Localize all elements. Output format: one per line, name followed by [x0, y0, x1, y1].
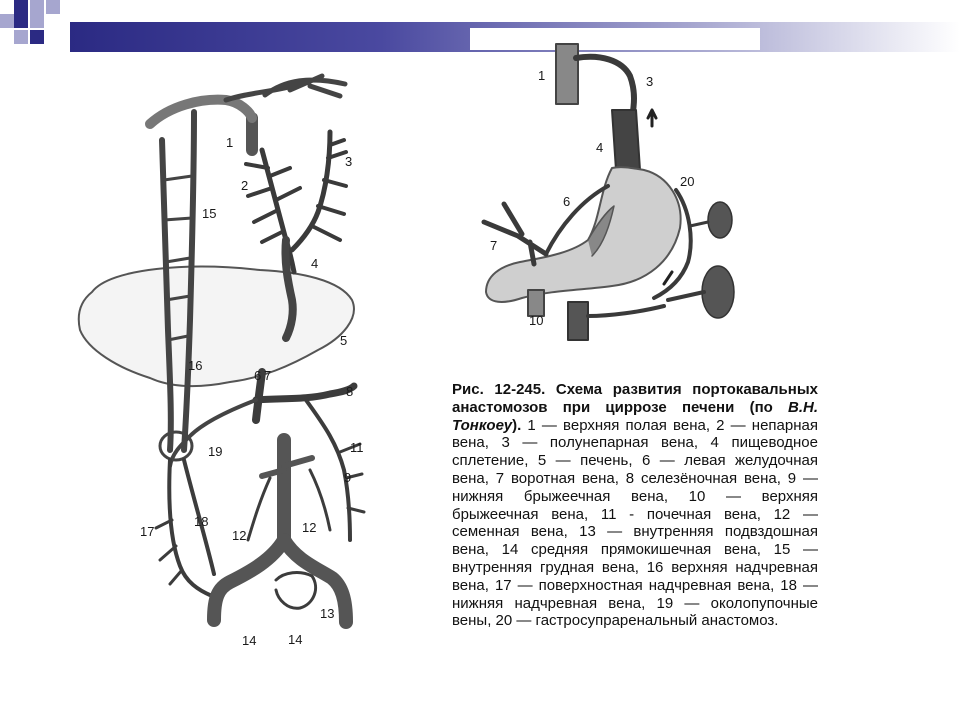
left-common-iliac [214, 540, 284, 620]
left-vein-diagram [79, 76, 364, 622]
label: 16 [188, 358, 203, 373]
label: 19 [208, 444, 223, 459]
label: 5 [340, 333, 348, 348]
arrow-up-icon [648, 110, 656, 126]
label: 1 [538, 68, 546, 83]
label: 7 [490, 238, 498, 253]
portal-vein-right [484, 204, 546, 264]
caption-source-suffix: ). [512, 416, 522, 434]
label: 2 [241, 178, 249, 193]
caption-title: Рис. 12-245. Схема развития портокавальных анастомозов при циррозе печени [452, 381, 818, 416]
arrow-left-icon [664, 272, 672, 284]
label: 13 [320, 606, 335, 621]
right-stomach-diagram [484, 44, 734, 340]
label: 11 [350, 440, 364, 455]
caption-body: 1 — верхняя полая вена, 2 — непарная вена, 3 — полунепарная вена, 4 пищеводное сплетение, 5 — печень, 6 — левая желудочная вена, 7 воротная вена, 8 селезёночная вена, 9 — нижняя брыжеечная вена, 10 — верхняя брыжеечная вена, 11 - почечная вена, 12 — семенная вена, 13 — внутренняя подвздошная вена, 14 средняя прямокишечная вена, 15 — внутренняя грудная вена, 16 верхняя надчревная вена, 17 — поверхностная надчревная вена, 18 — нижняя надчревная вена, 19 — околопупочные вены, 20 — гастросупраренальный анастомоз. [452, 416, 818, 630]
kidney [702, 266, 734, 318]
label: 8 [346, 384, 354, 399]
label: 20 [680, 174, 695, 189]
label: 4 [596, 140, 604, 155]
azygos-arch [576, 57, 634, 118]
inferior-cylinder [568, 302, 588, 340]
label: 14 [242, 633, 257, 648]
inferior-link [588, 306, 664, 316]
label: 7 [264, 368, 272, 383]
vena-cava-cylinder [556, 44, 578, 104]
label: 1 [226, 135, 234, 150]
label: 18 [194, 514, 209, 529]
label: 12 [232, 528, 247, 543]
rectal-plexus [276, 573, 316, 609]
figure-caption [452, 381, 818, 717]
label: 10 [529, 313, 544, 328]
label: 3 [345, 154, 353, 169]
label: 4 [311, 256, 319, 271]
label: 3 [646, 74, 654, 89]
splenic-vein [256, 386, 354, 400]
splenic-vein-right [690, 222, 708, 226]
brachiocephalic-vein [150, 100, 252, 124]
renal-vein-right [668, 292, 704, 300]
esophagus [612, 110, 640, 170]
subclavian-branches [226, 76, 345, 100]
liver-shape [79, 267, 354, 386]
label: 14 [288, 632, 303, 647]
epigastric-branches [156, 520, 182, 584]
azygos-branches [246, 164, 300, 242]
label: 6 [254, 368, 262, 383]
label: 9 [344, 470, 352, 485]
label: 17 [140, 524, 155, 539]
label: 6 [563, 194, 571, 209]
caption-source-author: В.Н. Тонкоеу [452, 398, 818, 434]
label: 15 [202, 206, 217, 221]
caption-source-prefix: (по [749, 398, 789, 416]
spleen [708, 202, 732, 238]
label: 12 [302, 520, 317, 535]
